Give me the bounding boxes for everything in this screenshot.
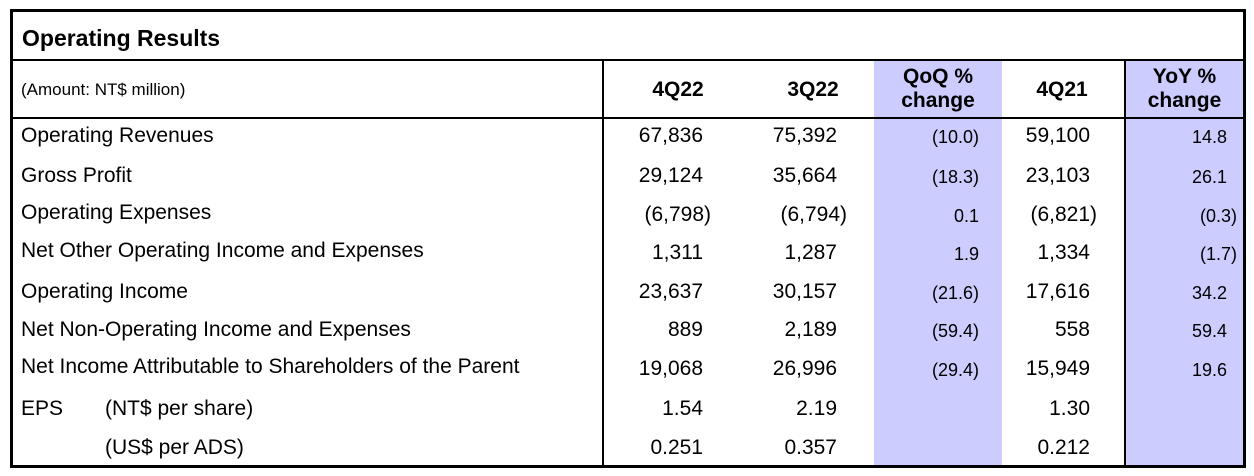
header-qoq-change bbox=[874, 65, 1002, 113]
column-divider bbox=[1124, 61, 1126, 465]
eps-usd-unit: (US$ per ADS) bbox=[105, 436, 244, 459]
header-qoq-line2: change bbox=[901, 89, 975, 112]
header-yoy-line1: YoY % bbox=[1152, 65, 1217, 88]
cell-4q21: 558 bbox=[1054, 318, 1090, 341]
cell-qoq: (21.6) bbox=[931, 283, 979, 303]
cell-yoy: (0.3) bbox=[1199, 206, 1237, 226]
cell-qoq: (29.4) bbox=[931, 360, 979, 380]
cell-4q22: 889 bbox=[667, 318, 703, 341]
eps-usd-3q22: 0.357 bbox=[784, 436, 837, 459]
row-label: Net Non-Operating Income and Expenses bbox=[21, 318, 411, 341]
header-3q22: 3Q22 bbox=[787, 78, 839, 101]
row-label: Net Other Operating Income and Expenses bbox=[21, 239, 424, 262]
table-title: Operating Results bbox=[22, 25, 221, 51]
cell-3q22: 75,392 bbox=[772, 124, 837, 147]
cell-4q22: 19,068 bbox=[638, 357, 703, 380]
cell-4q22: 1,311 bbox=[652, 241, 703, 264]
cell-qoq: (10.0) bbox=[931, 127, 979, 147]
cell-yoy: 14.8 bbox=[1191, 127, 1227, 147]
header-yoy-change bbox=[1126, 65, 1243, 113]
cell-4q21: 1,334 bbox=[1037, 241, 1090, 264]
header-qoq-line1: QoQ % bbox=[902, 65, 973, 88]
cell-3q22: 1,287 bbox=[784, 241, 837, 264]
cell-4q22: (6,798) bbox=[644, 203, 711, 226]
operating-results-table bbox=[10, 9, 1246, 468]
header-4q21: 4Q21 bbox=[1036, 78, 1088, 101]
qoq-column-shade bbox=[874, 61, 1002, 465]
cell-yoy: 34.2 bbox=[1191, 283, 1227, 303]
cell-qoq: 1.9 bbox=[953, 244, 979, 264]
cell-yoy: 19.6 bbox=[1191, 360, 1227, 380]
cell-3q22: 26,996 bbox=[772, 357, 837, 380]
row-label: Net Income Attributable to Shareholders of the Parent bbox=[21, 355, 520, 378]
eps-label: EPS bbox=[21, 397, 64, 420]
cell-yoy: 59.4 bbox=[1191, 321, 1227, 341]
eps-usd-4q22: 0.251 bbox=[650, 436, 703, 459]
cell-4q21: 17,616 bbox=[1025, 280, 1090, 303]
eps-ntd-4q22: 1.54 bbox=[662, 397, 703, 420]
cell-4q21: 23,103 bbox=[1025, 164, 1090, 187]
cell-4q21: 15,949 bbox=[1025, 357, 1090, 380]
cell-4q21: 59,100 bbox=[1025, 124, 1090, 147]
cell-4q22: 29,124 bbox=[638, 164, 703, 187]
cell-yoy: (1.7) bbox=[1199, 244, 1237, 264]
cell-4q22: 23,637 bbox=[638, 280, 703, 303]
header-divider bbox=[13, 117, 1243, 119]
cell-yoy: 26.1 bbox=[1191, 167, 1227, 187]
cell-3q22: (6,794) bbox=[780, 203, 847, 226]
eps-usd-4q21: 0.212 bbox=[1037, 436, 1090, 459]
amount-note: (Amount: NT$ million) bbox=[21, 80, 186, 99]
row-label: Operating Revenues bbox=[21, 124, 214, 147]
cell-4q21: (6,821) bbox=[1030, 203, 1097, 226]
eps-ntd-3q22: 2.19 bbox=[796, 397, 837, 420]
header-yoy-line2: change bbox=[1147, 89, 1222, 112]
column-divider bbox=[602, 61, 604, 465]
cell-3q22: 30,157 bbox=[772, 280, 837, 303]
cell-qoq: (59.4) bbox=[931, 321, 979, 341]
eps-ntd-unit: (NT$ per share) bbox=[105, 397, 254, 420]
cell-qoq: 0.1 bbox=[953, 206, 979, 226]
eps-ntd-4q21: 1.30 bbox=[1049, 397, 1090, 420]
row-label: Gross Profit bbox=[21, 164, 132, 187]
cell-3q22: 35,664 bbox=[772, 164, 837, 187]
cell-3q22: 2,189 bbox=[784, 318, 837, 341]
row-label: Operating Expenses bbox=[21, 201, 212, 224]
cell-qoq: (18.3) bbox=[931, 167, 979, 187]
header-4q22: 4Q22 bbox=[652, 78, 704, 101]
row-label: Operating Income bbox=[21, 280, 188, 303]
cell-4q22: 67,836 bbox=[638, 124, 703, 147]
title-row bbox=[13, 12, 1243, 61]
